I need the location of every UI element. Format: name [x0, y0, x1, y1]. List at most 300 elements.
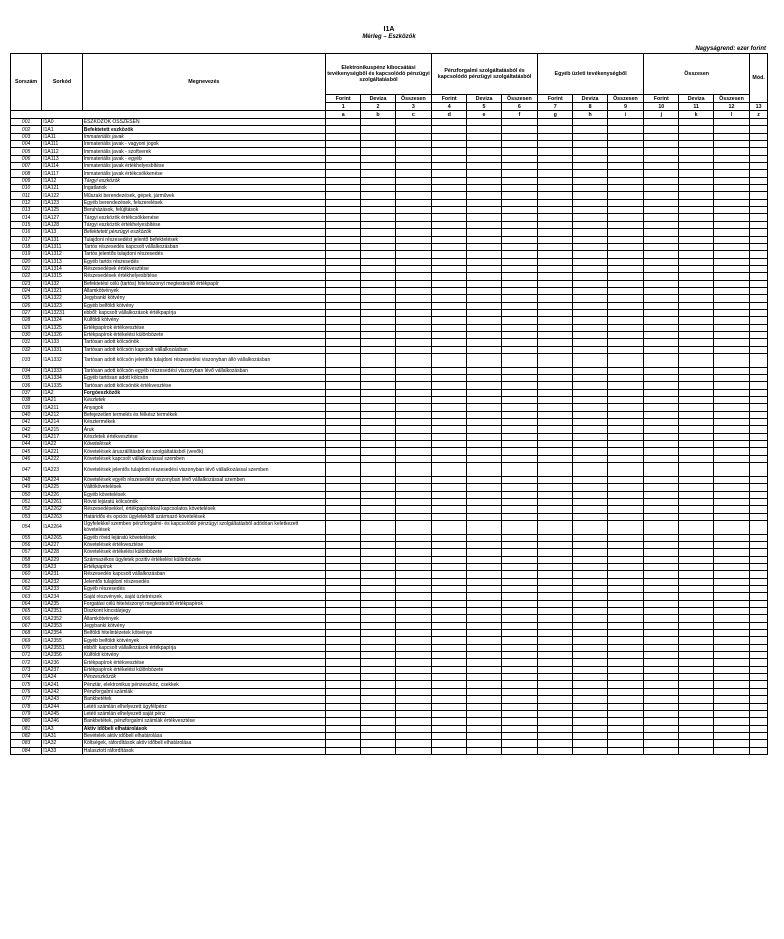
- value-cell: [679, 324, 713, 331]
- value-cell: [750, 273, 768, 280]
- value-cell: [679, 498, 713, 505]
- value-cell: [607, 534, 643, 541]
- row-code: I1A132: [42, 280, 83, 287]
- balance-sheet-table: [10, 53, 768, 755]
- value-cell: [644, 382, 679, 389]
- value-cell: [467, 133, 501, 140]
- value-cell: [573, 148, 607, 155]
- value-cell: [750, 652, 768, 659]
- value-cell: [467, 339, 501, 346]
- value-cell: [573, 600, 607, 607]
- value-cell: [644, 236, 679, 243]
- value-cell: [361, 309, 395, 316]
- row-number: 016: [11, 229, 42, 236]
- row-number: 079: [11, 710, 42, 717]
- row-label: Egyéb belföldi kötvény: [82, 302, 325, 309]
- row-code: I1A217: [42, 433, 83, 440]
- value-cell: [644, 534, 679, 541]
- table-row: [11, 287, 768, 294]
- value-cell: [467, 375, 501, 382]
- row-code: I1A1314: [42, 265, 83, 272]
- value-cell: [361, 346, 395, 353]
- value-cell: [538, 389, 573, 396]
- table-row: [11, 346, 768, 353]
- row-number: 037: [11, 389, 42, 396]
- value-cell: [644, 221, 679, 228]
- col-number: 10: [644, 103, 679, 111]
- row-label: Bevételek aktív időbeli elhatárolása: [82, 732, 325, 739]
- value-cell: [538, 703, 573, 710]
- value-cell: [326, 331, 361, 338]
- value-cell: [432, 578, 467, 585]
- value-cell: [361, 725, 395, 732]
- value-cell: [713, 295, 749, 302]
- value-cell: [395, 710, 431, 717]
- value-cell: [501, 170, 537, 177]
- table-row: [11, 652, 768, 659]
- value-cell: [713, 339, 749, 346]
- value-cell: [713, 652, 749, 659]
- value-cell: [713, 674, 749, 681]
- col-sub-header: Forint: [432, 95, 467, 103]
- value-cell: [326, 498, 361, 505]
- value-cell: [326, 549, 361, 556]
- value-cell: [395, 630, 431, 637]
- value-cell: [713, 404, 749, 411]
- row-label: Tulajdoni részesedést jelentő befektetések: [82, 236, 325, 243]
- value-cell: [326, 747, 361, 754]
- value-cell: [713, 251, 749, 258]
- col-group-header: Egyéb üzleti tevékenységből: [538, 54, 644, 95]
- value-cell: [432, 556, 467, 563]
- row-code: I1A128: [42, 221, 83, 228]
- value-cell: [573, 295, 607, 302]
- value-cell: [395, 455, 431, 462]
- value-cell: [432, 207, 467, 214]
- value-cell: [679, 644, 713, 651]
- value-cell: [538, 644, 573, 651]
- value-cell: [326, 155, 361, 162]
- value-cell: [573, 346, 607, 353]
- row-label: Külföldi kötvény: [82, 317, 325, 324]
- value-cell: [501, 637, 537, 644]
- row-code: I1A117: [42, 170, 83, 177]
- row-code: I1A235: [42, 600, 83, 607]
- value-cell: [361, 578, 395, 585]
- row-number: 017: [11, 236, 42, 243]
- value-cell: [573, 484, 607, 491]
- value-cell: [750, 732, 768, 739]
- value-cell: [538, 236, 573, 243]
- value-cell: [713, 520, 749, 534]
- value-cell: [467, 251, 501, 258]
- value-cell: [644, 207, 679, 214]
- value-cell: [432, 331, 467, 338]
- table-row: [11, 455, 768, 462]
- col-sub-header: Deviza: [467, 95, 501, 103]
- value-cell: [713, 119, 749, 126]
- report-subtitle: Mérleg – Eszközök: [362, 34, 416, 40]
- value-cell: [538, 163, 573, 170]
- value-cell: [326, 476, 361, 483]
- value-cell: [538, 126, 573, 133]
- row-code: I1A2354: [42, 630, 83, 637]
- value-cell: [750, 455, 768, 462]
- value-cell: [538, 317, 573, 324]
- value-cell: [467, 141, 501, 148]
- value-cell: [361, 476, 395, 483]
- value-cell: [395, 163, 431, 170]
- value-cell: [501, 302, 537, 309]
- value-cell: [395, 404, 431, 411]
- value-cell: [573, 367, 607, 374]
- value-cell: [750, 696, 768, 703]
- value-cell: [395, 221, 431, 228]
- col-sub-header: Deviza: [679, 95, 713, 103]
- value-cell: [750, 389, 768, 396]
- value-cell: [750, 354, 768, 368]
- table-row: [11, 185, 768, 192]
- row-label: Immateriális javak értékcsökkenése: [82, 170, 325, 177]
- row-number: 070: [11, 644, 42, 651]
- value-cell: [501, 221, 537, 228]
- value-cell: [432, 148, 467, 155]
- value-cell: [361, 185, 395, 192]
- value-cell: [750, 725, 768, 732]
- row-label: Értékpapírok: [82, 563, 325, 570]
- value-cell: [467, 317, 501, 324]
- col-number: 5: [467, 103, 501, 111]
- row-number: 046: [11, 455, 42, 462]
- value-cell: [750, 448, 768, 455]
- row-label: Letéti számlán elhelyezett ügyfélpénz: [82, 703, 325, 710]
- value-cell: [467, 563, 501, 570]
- row-number: 080: [11, 718, 42, 725]
- row-code: I1A133: [42, 339, 83, 346]
- value-cell: [750, 155, 768, 162]
- row-number: 065: [11, 608, 42, 615]
- value-cell: [679, 710, 713, 717]
- value-cell: [713, 317, 749, 324]
- value-cell: [644, 681, 679, 688]
- value-cell: [538, 177, 573, 184]
- value-cell: [326, 426, 361, 433]
- value-cell: [467, 155, 501, 162]
- value-cell: [713, 382, 749, 389]
- value-cell: [326, 674, 361, 681]
- value-cell: [713, 637, 749, 644]
- value-cell: [361, 317, 395, 324]
- value-cell: [395, 593, 431, 600]
- value-cell: [750, 265, 768, 272]
- value-cell: [644, 718, 679, 725]
- row-label: Pénzeszközök: [82, 674, 325, 681]
- value-cell: [326, 455, 361, 462]
- value-cell: [607, 295, 643, 302]
- value-cell: [713, 659, 749, 666]
- table-row: [11, 476, 768, 483]
- value-cell: [501, 441, 537, 448]
- table-row: [11, 593, 768, 600]
- value-cell: [750, 681, 768, 688]
- value-cell: [607, 302, 643, 309]
- row-code: I1A228: [42, 549, 83, 556]
- value-cell: [538, 258, 573, 265]
- value-cell: [361, 199, 395, 206]
- value-cell: [713, 155, 749, 162]
- col-megnevezes-header: Megnevezés: [82, 54, 325, 111]
- value-cell: [467, 586, 501, 593]
- row-label: Államkötvények: [82, 615, 325, 622]
- value-cell: [395, 148, 431, 155]
- value-cell: [361, 192, 395, 199]
- value-cell: [326, 563, 361, 570]
- value-cell: [713, 163, 749, 170]
- value-cell: [432, 549, 467, 556]
- value-cell: [750, 185, 768, 192]
- value-cell: [395, 192, 431, 199]
- value-cell: [395, 280, 431, 287]
- row-code: I1A232: [42, 578, 83, 585]
- value-cell: [644, 309, 679, 316]
- value-cell: [361, 411, 395, 418]
- value-cell: [644, 556, 679, 563]
- value-cell: [538, 740, 573, 747]
- value-cell: [713, 236, 749, 243]
- col-letter: f: [501, 111, 537, 119]
- value-cell: [679, 302, 713, 309]
- col-letter: z: [750, 111, 768, 119]
- value-cell: [432, 426, 467, 433]
- row-label: ebből: kapcsolt vállalkozások értékpapírja: [82, 309, 325, 316]
- value-cell: [713, 170, 749, 177]
- value-cell: [501, 389, 537, 396]
- value-cell: [538, 309, 573, 316]
- table-row: [11, 382, 768, 389]
- row-number: 073: [11, 666, 42, 673]
- value-cell: [679, 214, 713, 221]
- row-number: 036: [11, 382, 42, 389]
- value-cell: [607, 600, 643, 607]
- row-label: Tartósan adott kölcsönök: [82, 339, 325, 346]
- value-cell: [538, 280, 573, 287]
- value-cell: [644, 280, 679, 287]
- row-number: 011: [11, 192, 42, 199]
- value-cell: [501, 608, 537, 615]
- value-cell: [538, 696, 573, 703]
- value-cell: [395, 177, 431, 184]
- value-cell: [750, 688, 768, 695]
- value-cell: [432, 433, 467, 440]
- col-group-header: Elektronikuspénz kibocsátási tevékenységből és kapcsolódó pénzügyi szolgáltatásból: [326, 54, 432, 95]
- value-cell: [432, 163, 467, 170]
- value-cell: [361, 666, 395, 673]
- value-cell: [679, 426, 713, 433]
- value-cell: [432, 696, 467, 703]
- value-cell: [326, 556, 361, 563]
- value-cell: [361, 236, 395, 243]
- table-row: [11, 506, 768, 513]
- value-cell: [750, 703, 768, 710]
- row-code: I1A241: [42, 681, 83, 688]
- value-cell: [361, 630, 395, 637]
- value-cell: [538, 586, 573, 593]
- value-cell: [501, 600, 537, 607]
- value-cell: [573, 331, 607, 338]
- value-cell: [713, 397, 749, 404]
- col-letter: b: [361, 111, 395, 119]
- value-cell: [750, 578, 768, 585]
- value-cell: [395, 229, 431, 236]
- value-cell: [573, 652, 607, 659]
- value-cell: [326, 324, 361, 331]
- row-number: 004: [11, 141, 42, 148]
- value-cell: [750, 419, 768, 426]
- col-number: 12: [713, 103, 749, 111]
- table-row: [11, 484, 768, 491]
- value-cell: [538, 419, 573, 426]
- value-cell: [432, 586, 467, 593]
- value-cell: [467, 448, 501, 455]
- value-cell: [713, 346, 749, 353]
- row-number: 014: [11, 214, 42, 221]
- row-number: 044: [11, 441, 42, 448]
- row-number: 009: [11, 177, 42, 184]
- value-cell: [326, 688, 361, 695]
- value-cell: [467, 652, 501, 659]
- value-cell: [679, 688, 713, 695]
- value-cell: [361, 426, 395, 433]
- value-cell: [573, 674, 607, 681]
- row-number: 057: [11, 549, 42, 556]
- value-cell: [501, 273, 537, 280]
- value-cell: [501, 251, 537, 258]
- value-cell: [326, 534, 361, 541]
- value-cell: [713, 696, 749, 703]
- row-code: I1A2356: [42, 652, 83, 659]
- value-cell: [538, 324, 573, 331]
- value-cell: [467, 484, 501, 491]
- value-cell: [750, 556, 768, 563]
- value-cell: [607, 280, 643, 287]
- value-cell: [607, 243, 643, 250]
- table-row: [11, 688, 768, 695]
- row-label: Bankbetétek: [82, 696, 325, 703]
- table-row: [11, 126, 768, 133]
- value-cell: [361, 484, 395, 491]
- value-cell: [326, 411, 361, 418]
- row-number: 031: [11, 339, 42, 346]
- value-cell: [538, 615, 573, 622]
- value-cell: [501, 287, 537, 294]
- row-number: 072: [11, 659, 42, 666]
- value-cell: [644, 659, 679, 666]
- value-cell: [607, 740, 643, 747]
- table-row: [11, 236, 768, 243]
- row-number: 048: [11, 476, 42, 483]
- value-cell: [644, 703, 679, 710]
- value-cell: [538, 433, 573, 440]
- value-cell: [538, 192, 573, 199]
- row-number: 076: [11, 688, 42, 695]
- value-cell: [361, 732, 395, 739]
- value-cell: [467, 163, 501, 170]
- row-code: I1A24: [42, 674, 83, 681]
- value-cell: [501, 382, 537, 389]
- value-cell: [644, 637, 679, 644]
- value-cell: [501, 411, 537, 418]
- value-cell: [467, 463, 501, 477]
- row-label: Értékpapírok értékvesztése: [82, 659, 325, 666]
- row-label: Immateriális javak - szoftverek: [82, 148, 325, 155]
- value-cell: [750, 563, 768, 570]
- col-sub-header: Összesen: [607, 95, 643, 103]
- value-cell: [538, 346, 573, 353]
- value-cell: [573, 541, 607, 548]
- value-cell: [644, 354, 679, 368]
- row-code: I1A1335: [42, 382, 83, 389]
- value-cell: [326, 652, 361, 659]
- value-cell: [679, 170, 713, 177]
- value-cell: [361, 571, 395, 578]
- table-row: [11, 133, 768, 140]
- value-cell: [750, 339, 768, 346]
- value-cell: [432, 637, 467, 644]
- value-cell: [501, 199, 537, 206]
- row-code: I1A122: [42, 192, 83, 199]
- value-cell: [713, 441, 749, 448]
- value-cell: [326, 148, 361, 155]
- row-label: Készletek: [82, 397, 325, 404]
- value-cell: [501, 280, 537, 287]
- value-cell: [750, 513, 768, 520]
- value-cell: [432, 571, 467, 578]
- value-cell: [644, 622, 679, 629]
- value-cell: [679, 163, 713, 170]
- table-row: [11, 563, 768, 570]
- col-sorkod-header: Sorkód: [42, 54, 83, 111]
- value-cell: [713, 463, 749, 477]
- value-cell: [679, 513, 713, 520]
- value-cell: [679, 541, 713, 548]
- value-cell: [395, 549, 431, 556]
- value-cell: [607, 476, 643, 483]
- value-cell: [644, 346, 679, 353]
- table-row: [11, 258, 768, 265]
- value-cell: [750, 433, 768, 440]
- row-label: Ügyfelekkel szemben pénzforgalmi- és kapcsolódó pénzügyi szolgáltatásból adódóan keletkezett követelések: [82, 520, 325, 534]
- value-cell: [644, 740, 679, 747]
- value-cell: [395, 273, 431, 280]
- value-cell: [395, 578, 431, 585]
- value-cell: [395, 681, 431, 688]
- value-cell: [395, 484, 431, 491]
- value-cell: [326, 243, 361, 250]
- value-cell: [326, 273, 361, 280]
- row-label: Egyéb berendezések, felszerelések: [82, 199, 325, 206]
- value-cell: [538, 622, 573, 629]
- value-cell: [432, 484, 467, 491]
- table-row: [11, 419, 768, 426]
- row-code: I1A2265: [42, 534, 83, 541]
- value-cell: [573, 177, 607, 184]
- value-cell: [361, 258, 395, 265]
- row-code: I1A114: [42, 163, 83, 170]
- value-cell: [467, 608, 501, 615]
- value-cell: [644, 608, 679, 615]
- table-row: [11, 375, 768, 382]
- value-cell: [501, 534, 537, 541]
